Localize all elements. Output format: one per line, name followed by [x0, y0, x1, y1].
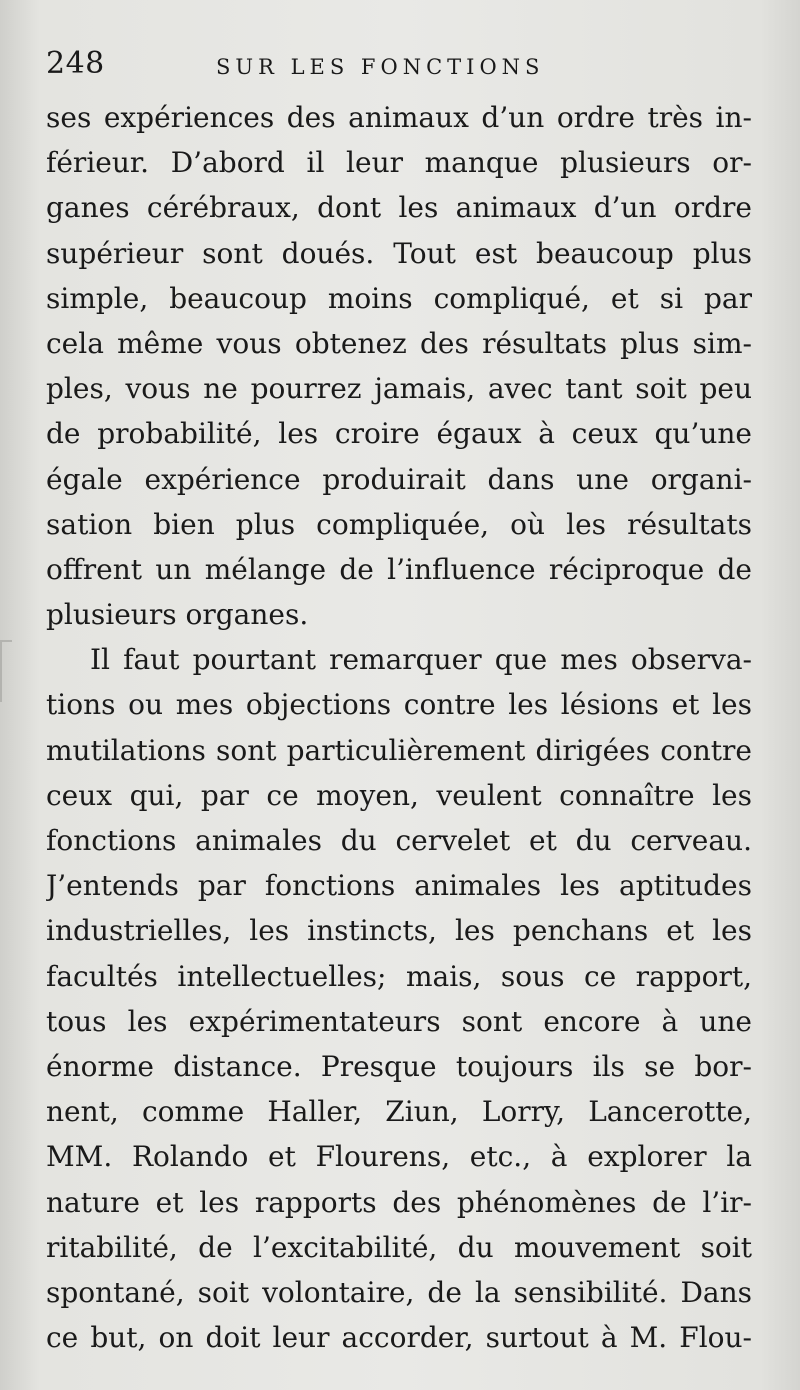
text-line: férieur. D’abord il leur manque plusieurs or- — [46, 146, 752, 180]
text-line: plusieurs organes. — [46, 598, 309, 632]
text-line: ses expériences des animaux d’un ordre très in- — [46, 101, 752, 134]
text-line: industrielles, les instincts, les penchans et les — [46, 914, 752, 948]
text-line: simple, beaucoup moins compliqué, et si par — [46, 281, 752, 315]
body-text — [46, 95, 752, 1360]
text-line: facultés intellectuelles; mais, sous ce rapport, — [46, 959, 752, 993]
paragraph-1 — [46, 95, 752, 637]
text-line: ganes cérébraux, dont les animaux d’un ordre — [46, 191, 752, 225]
text-line: fonctions animales du cervelet et du cerveau. — [46, 824, 752, 857]
text-line: MM. Rolando et Flourens, etc., à explorer la — [46, 1140, 752, 1174]
paragraph-2 — [46, 637, 752, 1360]
text-line: égale expérience produirait dans une organi- — [46, 462, 752, 496]
text-line: offrent un mélange de l’influence réciproque de — [46, 552, 752, 586]
page-number: 248 — [46, 46, 105, 81]
text-line: ceux qui, par ce moyen, veulent connaître les — [46, 778, 752, 812]
text-line: spontané, soit volontaire, de la sensibilité. Dans — [46, 1275, 752, 1309]
running-head — [46, 42, 752, 86]
text-line: nent, comme Haller, Ziun, Lorry, Lancerotte, — [46, 1095, 752, 1129]
running-head-title: SUR LES FONCTIONS — [216, 55, 545, 79]
text-line: cela même vous obtenez des résultats plus sim- — [46, 326, 752, 360]
text-line: ples, vous ne pourrez jamais, avec tant soit peu — [46, 372, 752, 406]
text-line: J’entends par fonctions animales les aptitudes — [46, 869, 752, 903]
page-edge-mark — [0, 640, 12, 702]
text-line: tous les expérimentateurs sont encore à une — [46, 1004, 752, 1038]
text-line: nature et les rapports des phénomènes de l’ir- — [46, 1185, 752, 1219]
text-line: sation bien plus compliquée, où les résultats — [46, 507, 752, 541]
text-line: ce but, on doit leur accorder, surtout à M. Flou- — [46, 1321, 752, 1355]
text-line: Il faut pourtant remarquer que mes observa- — [90, 643, 752, 677]
text-line: mutilations sont particulièrement dirigées contre — [46, 733, 752, 767]
text-line: tions ou mes objections contre les lésions et les — [46, 688, 752, 722]
text-line: ritabilité, de l’excitabilité, du mouvement soit — [46, 1230, 752, 1264]
text-line: supérieur sont doués. Tout est beaucoup plus — [46, 236, 752, 270]
text-line: de probabilité, les croire égaux à ceux qu’une — [46, 417, 752, 451]
text-line: énorme distance. Presque toujours ils se bor- — [46, 1049, 752, 1083]
